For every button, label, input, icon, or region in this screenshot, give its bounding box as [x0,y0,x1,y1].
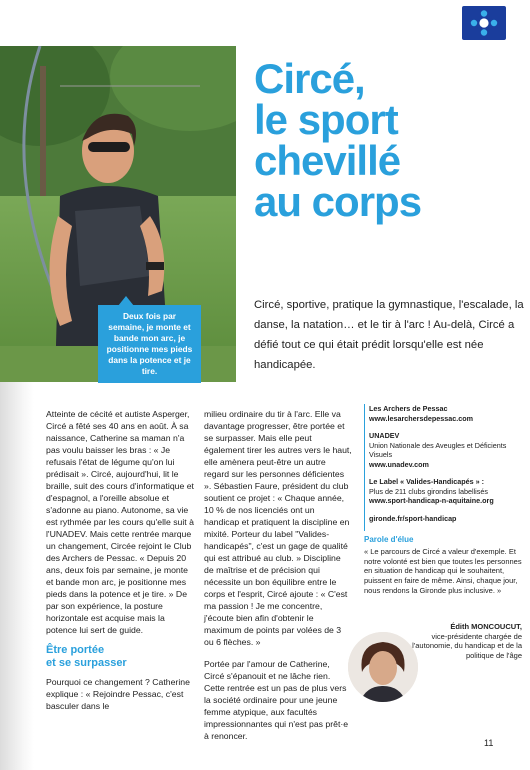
column-2-paragraph-1: milieu ordinaire du tir à l'arc. Elle va davantage progresser, être portée et se surpasser. Mais elle peut également tirer les autres vers le haut, elle amènera peut-être un autre regard sur les personnes déficientes ». Sébastien Faure, président du club soutient ce projet : « Chaque année, 10 % de nos licenciés ont un handicap et pratiquent la discipline en mixité. Porteur du label "Valides-handicapés", c'est un gage de qualité qui est attribué au club. » Discipline de maîtrise et de précision qui nécessite un bon équilibre entre le corps et l'esprit, Circé ajoute : « C'est ma passion ! Je me concentre, j'écoute bien afin d'obtenir le maximum de points par volées de 3 ou 6 flèches. » [204,409,352,647]
unadev-title: UNADEV [369,431,400,440]
column-1-paragraph-1: Atteinte de cécité et autiste Asperger, Circé a fêté ses 40 ans en août. À sa naissance, Catherine sa maman n'a pas voulu baisser les bras : « Je refusais l'état de légume qu'on lui prédisait ». Circé, aujourd'hui, lit le braille, suit des cours d'informatique et d'espagnol, a l'oreille absolue et s'adonne au piano. Autonome, sa vie est rythmée par les cours qu'elle suit à l'UNADEV. Mais cette rentrée marque un changement, Circée rejoint le Club des Archers de Pessac. « Depuis 20 ans, deux fois par semaine, je monte et bande mon arc, je positionne mes pieds dans la potence et je tire. » De par son expérience, la posture horizontale est acquise mais la potence lui sert de guide. [46,409,194,635]
sidebar-gironde [369,514,527,524]
elected-official-heading: Parole d'élue [364,535,414,544]
archers-link[interactable]: www.lesarchersdepessac.com [369,413,474,423]
gironde-logo-icon [462,6,506,40]
official-portrait [348,632,418,702]
subheading-line-1: Être portée [46,644,105,656]
gironde-link[interactable]: gironde.fr/sport-handicap [369,513,457,523]
section-subheading [46,644,194,670]
label-description: Plus de 211 clubs girondins labellisés [369,486,488,496]
title-line-3: chevillé [254,137,401,184]
article-column-2 [204,408,352,742]
sidebar-unadev [369,431,527,469]
top-band [0,0,530,46]
sidebar-archers [369,404,527,423]
title-line-2: le sport [254,96,398,143]
unadev-link[interactable]: www.unadev.com [369,459,429,469]
sidebar-label [369,477,527,506]
label-link[interactable]: www.sport-handicap-n-aquitaine.org [369,496,494,505]
column-2-paragraph-2: Portée par l'amour de Catherine, Circé s'épanouit et ne lâche rien. Cette rentrée est un pas de plus vers la société ordinaire pour une jeune femme atypique, aux facultés impressionnantes qui n'est pas prêt·e à renoncer. [204,659,349,741]
subheading-line-2: et se surpasser [46,657,127,669]
official-signature [412,622,522,660]
article-column-1 [46,408,194,712]
title-line-4: au corps [254,178,422,225]
info-sidebar [364,404,527,531]
official-name: Édith MONCOUCUT, [450,622,522,631]
archers-title: Les Archers de Pessac [369,404,448,413]
article-title [254,55,524,225]
title-line-1: Circé, [254,55,365,102]
unadev-description: Union Nationale des Aveugles et Déficients Visuels [369,440,507,459]
elected-official-quote: « Le parcours de Circé a valeur d'exemple. Et notre volonté est bien que toutes les personnes en situation de handicap qui le souhaitent, puissent en faire de même. Ainsi, chaque jour, nous rendons la Gironde plus inclusive. » [364,547,522,595]
label-title: Le Label « Valides-Handicapés » : [369,477,485,486]
page-number: 11 [484,738,494,748]
article-intro: Circé, sportive, pratique la gymnastique, l'escalade, la danse, la natation… et le tir à l'arc ! Au-delà, Circé a défié tout ce qui était prédit lorsqu'elle est née handicapée. [254,299,524,371]
official-role: vice-présidente chargée de l'autonomie, du handicap et de la politique de l'âge [412,631,522,660]
column-1-paragraph-2: Pourquoi ce changement ? Catherine explique : « Rejoindre Pessac, c'est basculer dans le [46,677,190,711]
pull-quote-callout: Deux fois par semaine, je monte et bande mon arc, je positionne mes pieds dans la potence et je tire. [98,305,201,383]
